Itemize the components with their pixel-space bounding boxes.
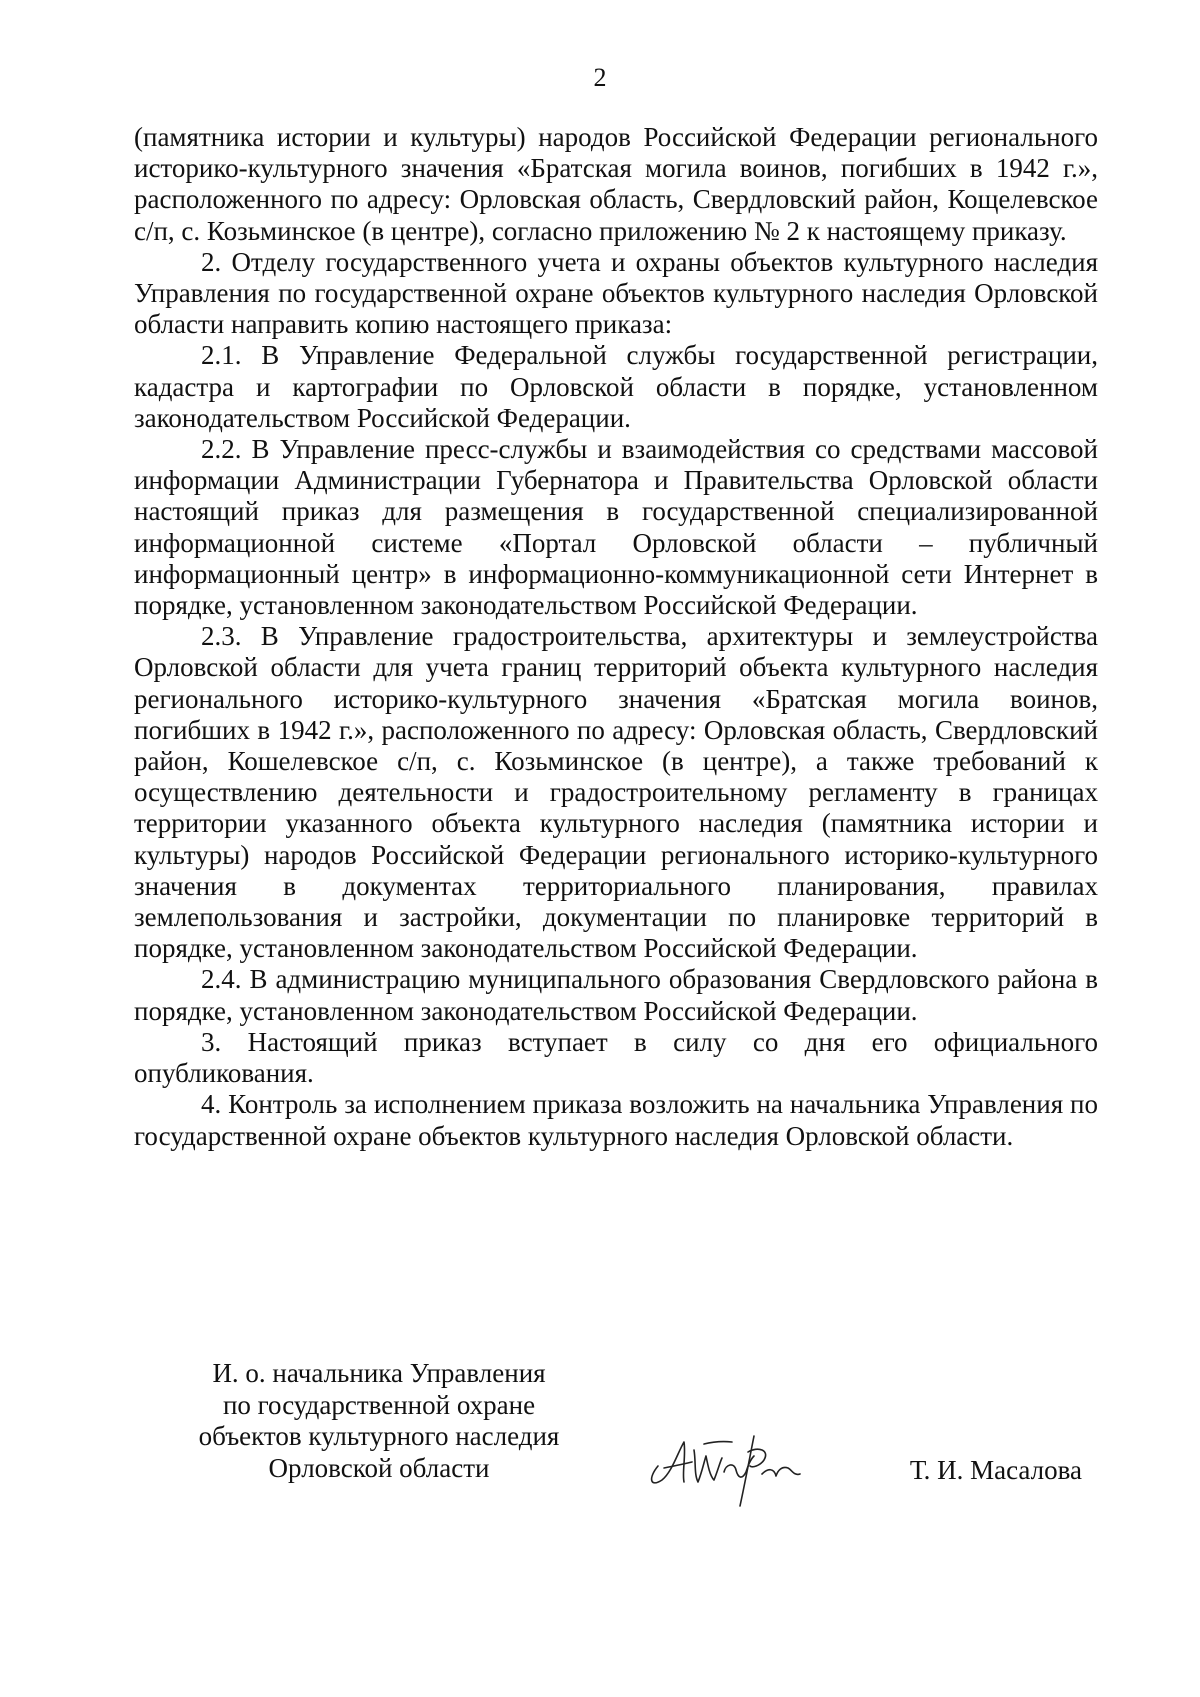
paragraph-continuation: (памятника истории и культуры) народов Российской Федерации регионального историко-культурного значения «Братская могила воинов, погибших в 1942 г.», расположенного по адресу: Орловская область, Свердловский район, Кощелевское с/п, с. Козьминское (в центре), согласно приложению № 2 к настоящему приказу. [134,122,1098,246]
page-number: 2 [593,63,607,92]
paragraph-item-2-4: 2.4. В администрацию муниципального образования Свердловского района в порядке, установленном законодательством Российской Федерации. [134,964,1098,1026]
handwritten-signature [644,1422,824,1512]
signer-position-line: по государственной охране [222,1389,536,1420]
document-body [134,122,1098,1152]
signature-block [134,1358,1098,1508]
signer-name: Т. И. Масалова [909,1455,1082,1485]
signer-position [134,1358,624,1484]
signer-position-line: Орловской области [268,1452,490,1483]
paragraph-item-2-2: 2.2. В Управление пресс-службы и взаимодействия со средствами массовой информации Администрации Губернатора и Правительства Орловской области настоящий приказ для размещения в государственной специализированной информационной системе «Портал Орловской области – публичный информационный центр» в информационно-коммуникационной сети Интернет в порядке, установленном законодательством Российской Федерации. [134,434,1098,621]
signer-position-line: объектов культурного наследия [198,1421,560,1451]
paragraph-item-3: 3. Настоящий приказ вступает в силу со дня его официального опубликования. [134,1026,1098,1089]
paragraph-item-2-3: 2.3. В Управление градостроительства, архитектуры и землеустройства Орловской области для учета границ территорий объекта культурного наследия регионального историко-культурного значения «Братская могила воинов, погибших в 1942 г.», расположенного по адресу: Орловская область, Свердловский район, Кошелевское с/п, с. Козьминское (в центре), а также требований к осуществлению деятельности и градостроительному регламенту в границах территории указанного объекта культурного наследия (памятника истории и культуры) народов Российской Федерации регионального историко-культурного значения в документах территориального планирования, правилах землепользования и застройки, документации по планировке территорий в порядке, установленном законодательством Российской Федерации. [134,621,1098,964]
paragraph-item-4: 4. Контроль за исполнением приказа возложить на начальника Управления по государственной охране объектов культурного наследия Орловской области. [134,1089,1098,1151]
paragraph-item-2-1: 2.1. В Управление Федеральной службы государственной регистрации, кадастра и картографии по Орловской области в порядке, установленном законодательством Российской Федерации. [134,340,1098,433]
paragraph-item-2: 2. Отделу государственного учета и охраны объектов культурного наследия Управления по государственной охране объектов культурного наследия Орловской области направить копию настоящего приказа: [134,246,1098,340]
signer-position-line: И. о. начальника Управления [212,1358,546,1388]
